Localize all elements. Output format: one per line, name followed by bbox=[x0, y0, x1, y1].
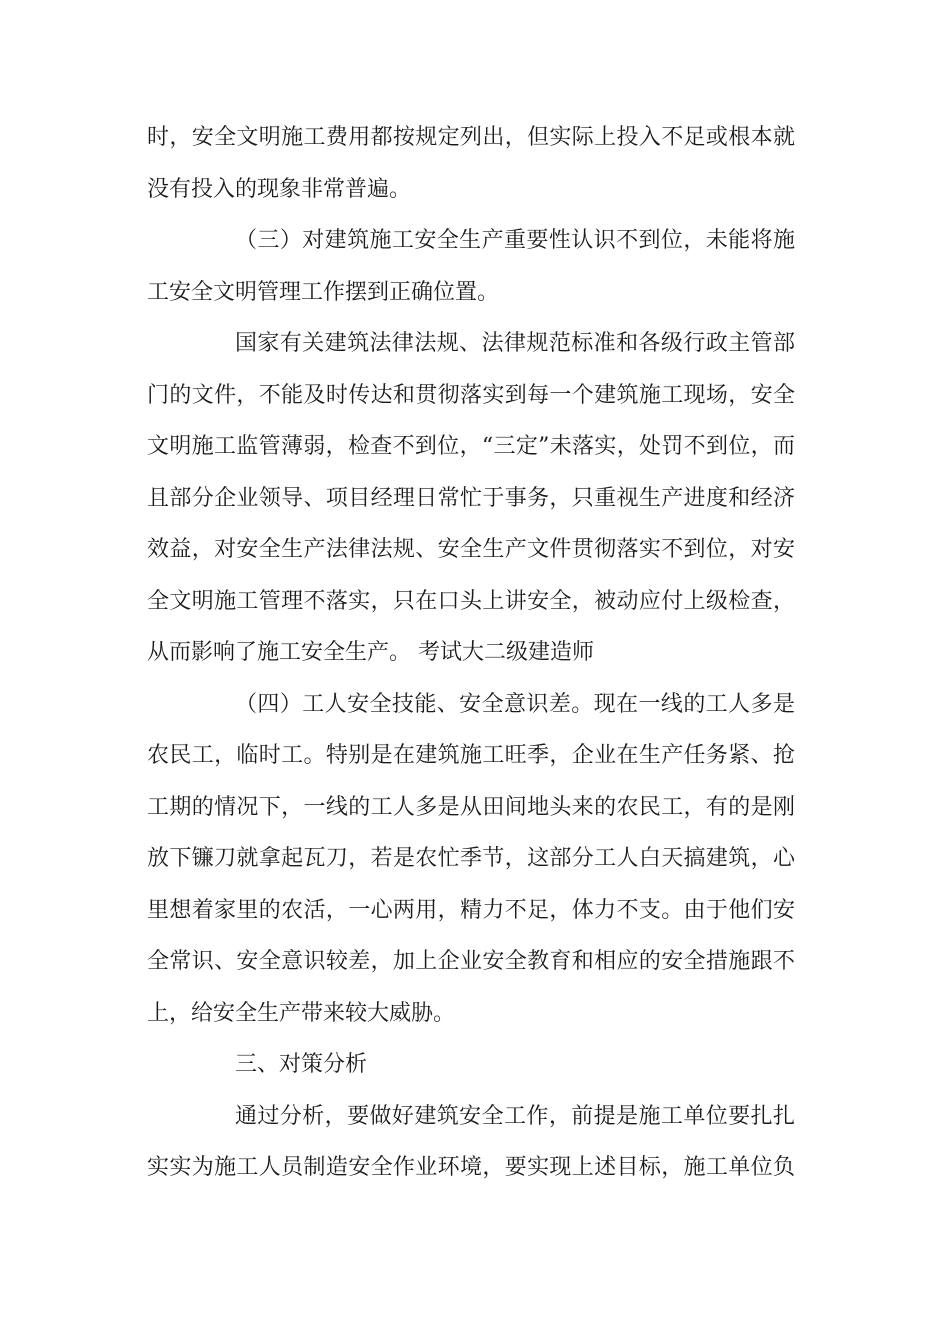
text-line: 时，安全文明施工费用都按规定列出，但实际上投入不足或根本就 bbox=[147, 125, 795, 150]
paragraph-start: 国家有关建筑法律法规、法律规范标准和各级行政主管部 bbox=[235, 331, 795, 356]
text-line: 实实为施工人员制造安全作业环境，要实现上述目标，施工单位负 bbox=[147, 1155, 795, 1180]
chapter-heading: 三、对策分析 bbox=[235, 1052, 368, 1077]
text-line: 没有投入的现象非常普遍。 bbox=[147, 176, 412, 202]
section-heading: （四）工人安全技能、安全意识差。现在一线的工人多是 bbox=[235, 691, 795, 717]
text-line: 效益，对安全生产法律法规、安全生产文件贯彻落实不到位，对安 bbox=[147, 537, 795, 562]
text-line: 从而影响了施工安全生产。 考试大二级建造师 bbox=[147, 640, 594, 665]
text-line: 工安全文明管理工作摆到正确位置。 bbox=[147, 279, 500, 305]
text-line: 工期的情况下，一线的工人多是从田间地头来的农民工，有的是刚 bbox=[147, 794, 795, 820]
text-line: 门的文件，不能及时传达和贯彻落实到每一个建筑施工现场，安全 bbox=[147, 382, 795, 408]
text-line: 文明施工监管薄弱，检查不到位，“三定”未落实，处罚不到位，而 bbox=[147, 434, 795, 459]
text-line: 里想着家里的农活，一心两用，精力不足，体力不支。由于他们安 bbox=[147, 897, 795, 923]
text-line: 全常识、安全意识较差，加上企业安全教育和相应的安全措施跟不 bbox=[147, 949, 795, 974]
document-body bbox=[147, 112, 795, 1194]
text-line: 全文明施工管理不落实，只在口头上讲安全，被动应付上级检查， bbox=[147, 588, 795, 614]
text-line: 放下镰刀就拿起瓦刀，若是农忙季节，这部分工人白天搞建筑，心 bbox=[147, 846, 795, 871]
text-line: 上，给安全生产带来较大威胁。 bbox=[147, 1000, 456, 1026]
text-line: 农民工，临时工。特别是在建筑施工旺季，企业在生产任务紧、抢 bbox=[147, 743, 795, 768]
paragraph-start: 通过分析，要做好建筑安全工作，前提是施工单位要扎扎 bbox=[235, 1103, 795, 1129]
text-line: 且部分企业领导、项目经理日常忙于事务，只重视生产进度和经济 bbox=[147, 485, 795, 511]
section-heading: （三）对建筑施工安全生产重要性认识不到位，未能将施 bbox=[235, 228, 795, 253]
